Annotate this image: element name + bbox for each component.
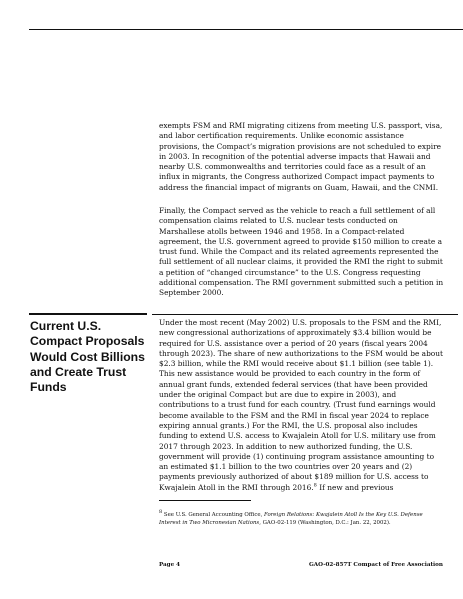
footnote-text-post: , GAO-02-119 (Washington, D.C.: Jan. 22, 2002). <box>259 519 391 526</box>
body-paragraph-nuclear-settlement: Finally, the Compact served as the vehicle to reach a full settlement of all compensation claims related to U.S. nuclear tests conducted on Marshallese atolls between 1946 and 1958. In a Compact-related agreement, the U.S. government agreed to provide $150 million to create a trust fund. While the Compact and its related agreements represented the full settlement of all nuclear claims, it provided the RMI the right to submit a petition of “changed circumstance” to the U.S. Congress requesting additional compensation. The RMI government submitted such a petition in September 2000. <box>159 206 444 298</box>
section-heading-rule <box>29 313 147 315</box>
body-paragraph-migration: exempts FSM and RMI migrating citizens from meeting U.S. passport, visa, and labor certification requirements. Unlike economic assistance provisions, the Compact’s migration provisions are not scheduled to expire in 2003. In recognition of the potential adverse impacts that Hawaii and nearby U.S. commonwealths and territories could face as a result of an influx in migrants, the Congress authorized Compact impact payments to address the financial impact of migrants on Guam, Hawaii, and the CNMI. <box>159 121 443 192</box>
proposals-text: Under the most recent (May 2002) U.S. proposals to the FSM and the RMI, new congressional authorizations of approximately $3.4 billion would be required for U.S. assistance over a period of 20 years (fiscal years 2004 through 2023). The share of new authorizations to the FSM would be about $2.3 billion, while the RMI would receive about $1.1 billion (see table 1). This new assistance would be provided to each country in the form of annual grant funds, extended federal services (that have been provided under the original Compact but are due to expire in 2003), and contributions to a trust fund for each country. (Trust fund earnings would become available to the FSM and the RMI in fiscal year 2024 to replace expiring annual grants.) For the RMI, the U.S. proposal also includes funding to extend U.S. access to Kwajalein Atoll for U.S. military use from 2017 through 2023. In addition to new authorized funding, the U.S. government will provide (1) continuing program assistance amounting to an estimated $1.1 billion to the two countries over 20 years and (2) payments previously authorized of about $189 million for U.S. access to Kwajalein Atoll in the RMI through 2016. <box>159 318 443 492</box>
footnote-separator <box>159 500 251 501</box>
footnote-text-pre: See U.S. General Accounting Office, <box>162 512 265 518</box>
footnote <box>159 509 429 528</box>
section-body-rule <box>152 314 458 315</box>
section-heading: Current U.S. Compact Proposals Would Cost Billions and Create Trust Funds <box>30 319 145 395</box>
footnote-reference: 8 <box>313 482 317 489</box>
report-identifier: GAO-02-857T Compact of Free Association <box>309 562 443 568</box>
page-number: Page 4 <box>159 562 180 568</box>
proposals-text-tail: If new and previous <box>316 482 394 492</box>
body-paragraph-proposals <box>159 318 444 493</box>
footnote-cited-title: Foreign Relations: Kwajalein Atoll Is the Key U.S. Defense Interest in Two Micronesian Nations <box>159 512 423 526</box>
header-rule <box>29 29 463 30</box>
footnote-number: 8 <box>159 509 163 516</box>
